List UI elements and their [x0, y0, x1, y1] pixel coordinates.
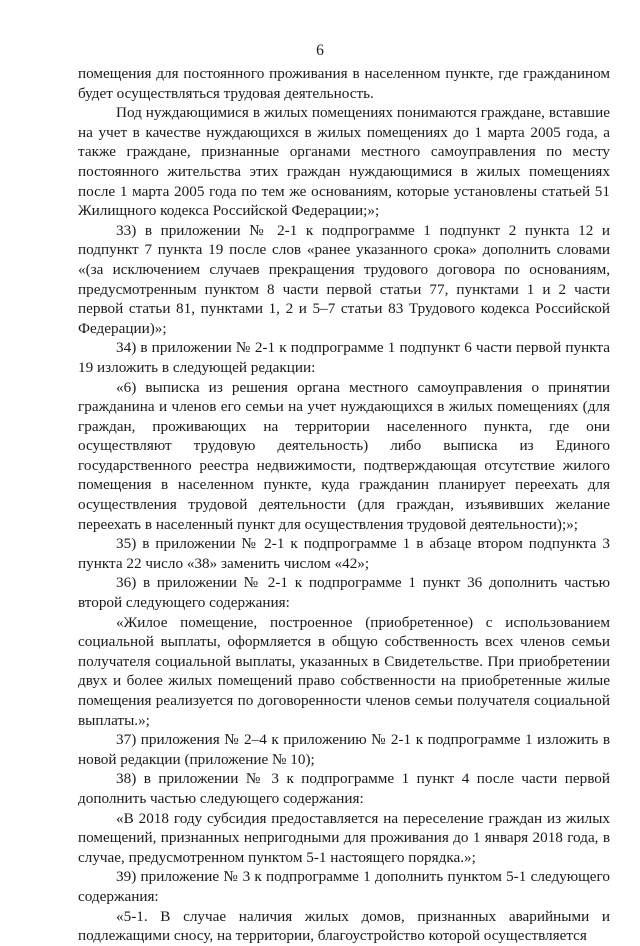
- paragraph: «Жилое помещение, построенное (приобретенное) с использованием социальной выплаты, оформляется в общую собственность всех членов семьи получателя социальной выплаты, указанных в Свидетельстве. При приобретении двух и более жилых помещений право собственности на приобретенные жилые помещения реализуется по договоренности членов семьи получателя социальной выплаты.»;: [78, 613, 610, 729]
- paragraph: 33) в приложении № 2-1 к подпрограмме 1 подпункт 2 пункта 12 и подпункт 7 пункта 19 после слов «ранее указанного срока» дополнить словами «(за исключением случаев прекращения трудового договора по основаниям, предусмотренным пунктом 8 части первой статьи 77, пунктами 1 и 2 части первой статьи 81, пунктами 1, 2 и 5–7 статьи 83 Трудового кодекса Российской Федерации)»;: [78, 221, 610, 337]
- paragraph: «5-1. В случае наличия жилых домов, признанных аварийными и подлежащими сносу, на территории, благоустройство которой осуществляется: [78, 907, 610, 945]
- paragraph: 37) приложения № 2–4 к приложению № 2-1 к подпрограмме 1 изложить в новой редакции (приложение № 10);: [78, 731, 610, 768]
- paragraph: 38) в приложении № 3 к подпрограмме 1 пункт 4 после части первой дополнить частью следующего содержания:: [78, 770, 610, 807]
- paragraph: «6) выписка из решения органа местного самоуправления о принятии гражданина и членов его семьи на учет нуждающихся в жилых помещениях (для граждан, проживающих на территории населенного пункта, где они осуществляют трудовую деятельность) либо выписка из Единого государственного реестра недвижимости, подтверждающая отсутствие жилого помещения в населенном пункте, куда гражданин планирует переехать для осуществления трудовой деятельности (для граждан, изъявивших желание переехать в населенный пункт для осуществления трудовой деятельности);»;: [78, 378, 610, 533]
- paragraph: помещения для постоянного проживания в населенном пункте, где гражданином будет осуществляться трудовая деятельность.: [78, 65, 610, 102]
- paragraph: Под нуждающимися в жилых помещениях понимаются граждане, вставшие на учет в качестве нуждающихся в жилых помещениях до 1 марта 2005 года, а также граждане, признанные органами местного самоуправления по месту постоянного жительства этих граждан нуждающимися в жилых помещениях после 1 марта 2005 года по тем же основаниям, которые установлены статьей 51 Жилищного кодекса Российской Федерации;»;: [78, 104, 610, 220]
- paragraph: 36) в приложении № 2-1 к подпрограмме 1 пункт 36 дополнить частью второй следующего содержания:: [78, 574, 610, 612]
- document-body: [78, 64, 610, 946]
- paragraph: «В 2018 году субсидия предоставляется на переселение граждан из жилых помещений, признанных непригодными для проживания до 1 января 2018 года, в случае, предусмотренном пунктом 5-1 настоящего порядка.»;: [78, 809, 610, 866]
- paragraph: 34) в приложении № 2-1 к подпрограмме 1 подпункт 6 части первой пункта 19 изложить в следующей редакции:: [78, 339, 610, 376]
- paragraph: 35) в приложении № 2-1 к подпрограмме 1 в абзаце втором подпункта 3 пункта 22 число «38» заменить числом «42»;: [78, 535, 610, 572]
- paragraph: 39) приложение № 3 к подпрограмме 1 дополнить пунктом 5-1 следующего содержания:: [78, 868, 610, 905]
- page-number: 6: [316, 42, 324, 59]
